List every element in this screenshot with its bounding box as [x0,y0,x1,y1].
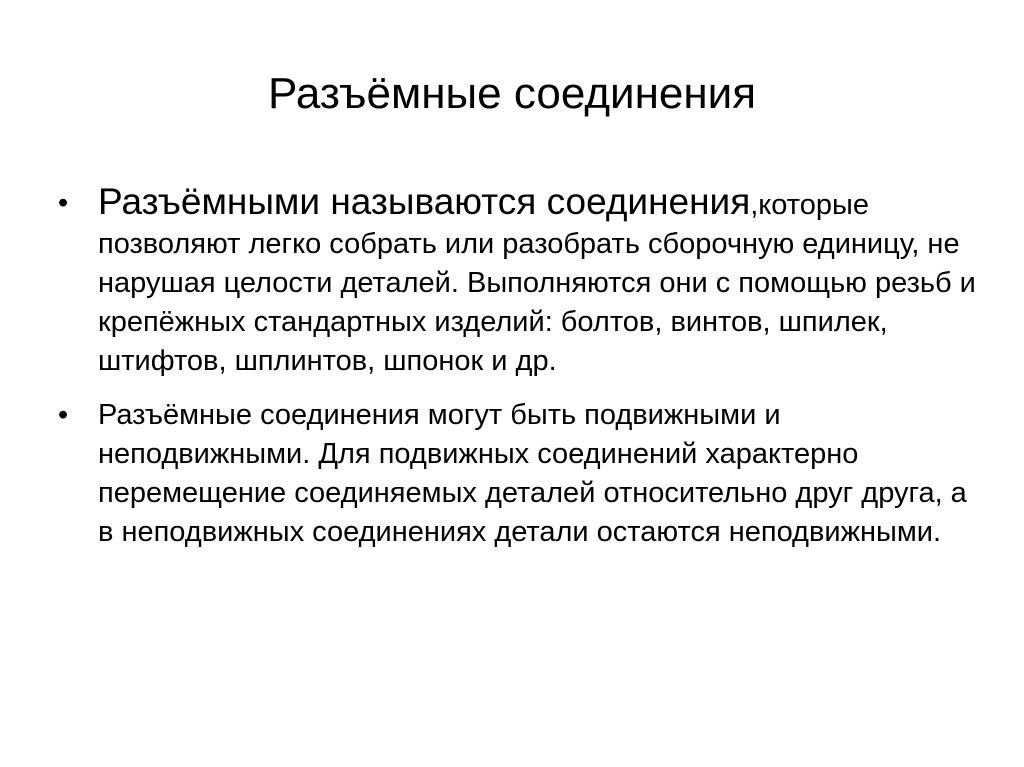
slide-title: Разъёмные соединения [267,69,757,118]
bullet-icon: • [58,187,69,219]
bullet-lead-text: Разъёмными называются соединения [98,181,751,222]
bullet-list [58,182,978,552]
bullet-icon: • [58,399,69,431]
bullet-text: ,которые позволяют легко собрать или разобрать сборочную единицу, не нарушая целости деталей. Выполняются они с помощью резьб и крепёжных стандартных изделий: болтов, винтов, шпилек, штифтов, шплинтов, шпонок и др. [98,189,976,377]
bullet-item-definition [58,182,978,381]
bullet-text: Разъёмные соединения могут быть подвижными и неподвижными. Для подвижных соединений характерно перемещение соединяемых деталей относительно друг друга, а в неподвижных соединениях детали остаются неподвижными. [98,399,967,548]
bullet-item-types [58,396,978,552]
